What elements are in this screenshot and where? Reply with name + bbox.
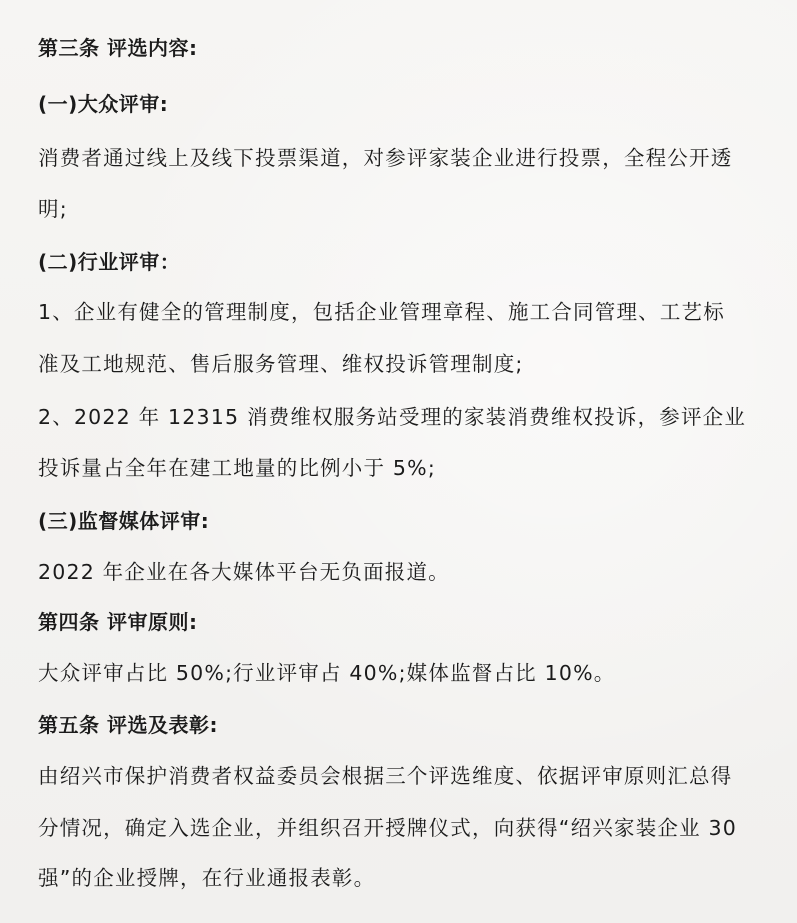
- paragraph-line: 准及工地规范、售后服务管理、维权投诉管理制度;: [38, 352, 524, 376]
- article-4-heading: 第四条 评审原则:: [38, 610, 198, 634]
- paragraph-line: 2、2022 年 12315 消费维权服务站受理的家装消费维权投诉，参评企业: [38, 405, 747, 429]
- paragraph-line: 1、企业有健全的管理制度，包括企业管理章程、施工合同管理、工艺标: [38, 300, 725, 324]
- paragraph-line: 明;: [38, 197, 68, 221]
- paragraph-line: 消费者通过线上及线下投票渠道，对参评家装企业进行投票，全程公开透: [38, 146, 733, 170]
- article-5-heading: 第五条 评选及表彰:: [38, 713, 218, 737]
- paragraph-line: 分情况，确定入选企业，并组织召开授牌仪式，向获得“绍兴家装企业 30: [38, 816, 738, 840]
- section-media-review-heading: (三)监督媒体评审:: [38, 509, 210, 533]
- article-3-heading: 第三条 评选内容:: [38, 36, 198, 60]
- paragraph-line: 由绍兴市保护消费者权益委员会根据三个评选维度、依据评审原则汇总得: [38, 764, 733, 788]
- paragraph-line: 2022 年企业在各大媒体平台无负面报道。: [38, 560, 450, 584]
- paragraph-line: 强”的企业授牌，在行业通报表彰。: [38, 866, 376, 890]
- section-public-review-heading: (一)大众评审:: [38, 92, 169, 116]
- paragraph-line: 投诉量占全年在建工地量的比例小于 5%;: [38, 456, 436, 480]
- paragraph-line: 大众评审占比 50%;行业评审占 40%;媒体监督占比 10%。: [38, 661, 616, 685]
- section-industry-review-heading: (二)行业评审：: [38, 250, 181, 274]
